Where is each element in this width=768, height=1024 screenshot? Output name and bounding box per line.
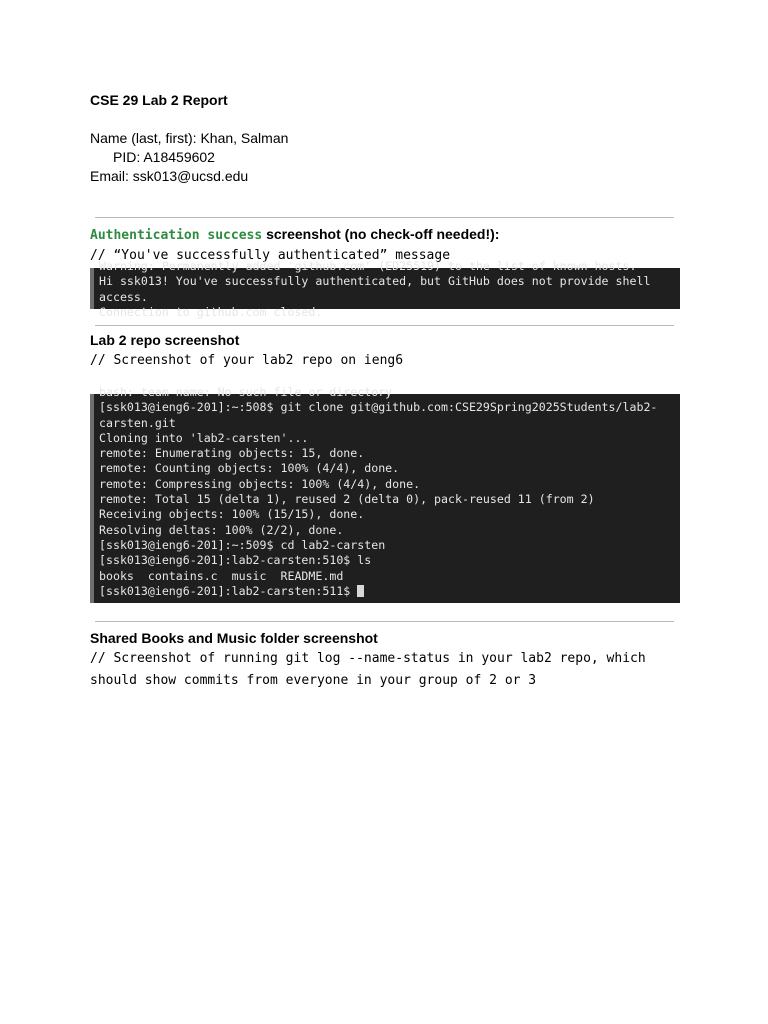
- section-comment-line1: // Screenshot of running git log --name-status in your lab2 repo, which: [90, 651, 646, 666]
- section-heading-repo: Lab 2 repo screenshot: [90, 332, 240, 348]
- section-heading-shared: Shared Books and Music folder screenshot: [90, 630, 378, 646]
- terminal-line: carsten.git: [99, 415, 176, 430]
- repo-terminal-screenshot: [90, 385, 680, 603]
- terminal-line: Warning: Permanently added 'github.com' (ED25519) to the list of known hosts.: [99, 259, 637, 273]
- terminal-line: Receiving objects: 100% (15/15), done.: [99, 507, 365, 522]
- terminal-line: Hi ssk013! You've successfully authenticated, but GitHub does not provide shell: [99, 274, 651, 289]
- terminal-line: remote: Enumerating objects: 15, done.: [99, 446, 365, 461]
- section-heading-auth: [90, 225, 499, 245]
- section-divider: [95, 325, 674, 326]
- heading-code-text: Authentication success: [90, 228, 263, 243]
- section-divider: [95, 217, 674, 218]
- terminal-line: [ssk013@ieng6-201]:lab2-carsten:510$ ls: [99, 553, 372, 568]
- terminal-line: remote: Total 15 (delta 1), reused 2 (delta 0), pack-reused 11 (from 2): [99, 492, 595, 507]
- terminal-prompt-text: [ssk013@ieng6-201]:lab2-carsten:511$: [99, 583, 358, 598]
- terminal-cursor-icon: [357, 585, 364, 597]
- terminal-line: Connection to github.com closed.: [99, 304, 323, 319]
- pid-line: PID: A18459602: [113, 149, 215, 165]
- terminal-line: Resolving deltas: 100% (2/2), done.: [99, 522, 344, 537]
- section-comment: // “You've successfully authenticated” message: [90, 248, 451, 263]
- email-line: Email: ssk013@ucsd.edu: [90, 168, 249, 184]
- terminal-line: Cloning into 'lab2-carsten'...: [99, 430, 309, 445]
- section-divider: [95, 621, 674, 622]
- terminal-line: remote: Compressing objects: 100% (4/4), done.: [99, 476, 421, 491]
- terminal-line: access.: [99, 289, 148, 304]
- heading-rest-text: screenshot (no check-off needed!):: [262, 226, 500, 242]
- terminal-line: [ssk013@ieng6-201]:~:508$ git clone git@github.com:CSE29Spring2025Students/lab2-: [99, 400, 658, 415]
- auth-terminal-screenshot: [90, 259, 680, 319]
- terminal-line: [ssk013@ieng6-201]:~:509$ cd lab2-carsten: [99, 537, 386, 552]
- terminal-line: books contains.c music README.md: [99, 568, 344, 583]
- terminal-line: remote: Counting objects: 100% (4/4), done.: [99, 461, 400, 476]
- section-comment-line2: should show commits from everyone in your group of 2 or 3: [90, 673, 537, 688]
- report-title: CSE 29 Lab 2 Report: [90, 92, 228, 108]
- terminal-line: bash: team name: No such file or directory: [99, 385, 393, 399]
- section-comment: // Screenshot of your lab2 repo on ieng6: [90, 353, 404, 368]
- name-line: Name (last, first): Khan, Salman: [90, 130, 289, 146]
- terminal-prompt-line: [94, 584, 680, 599]
